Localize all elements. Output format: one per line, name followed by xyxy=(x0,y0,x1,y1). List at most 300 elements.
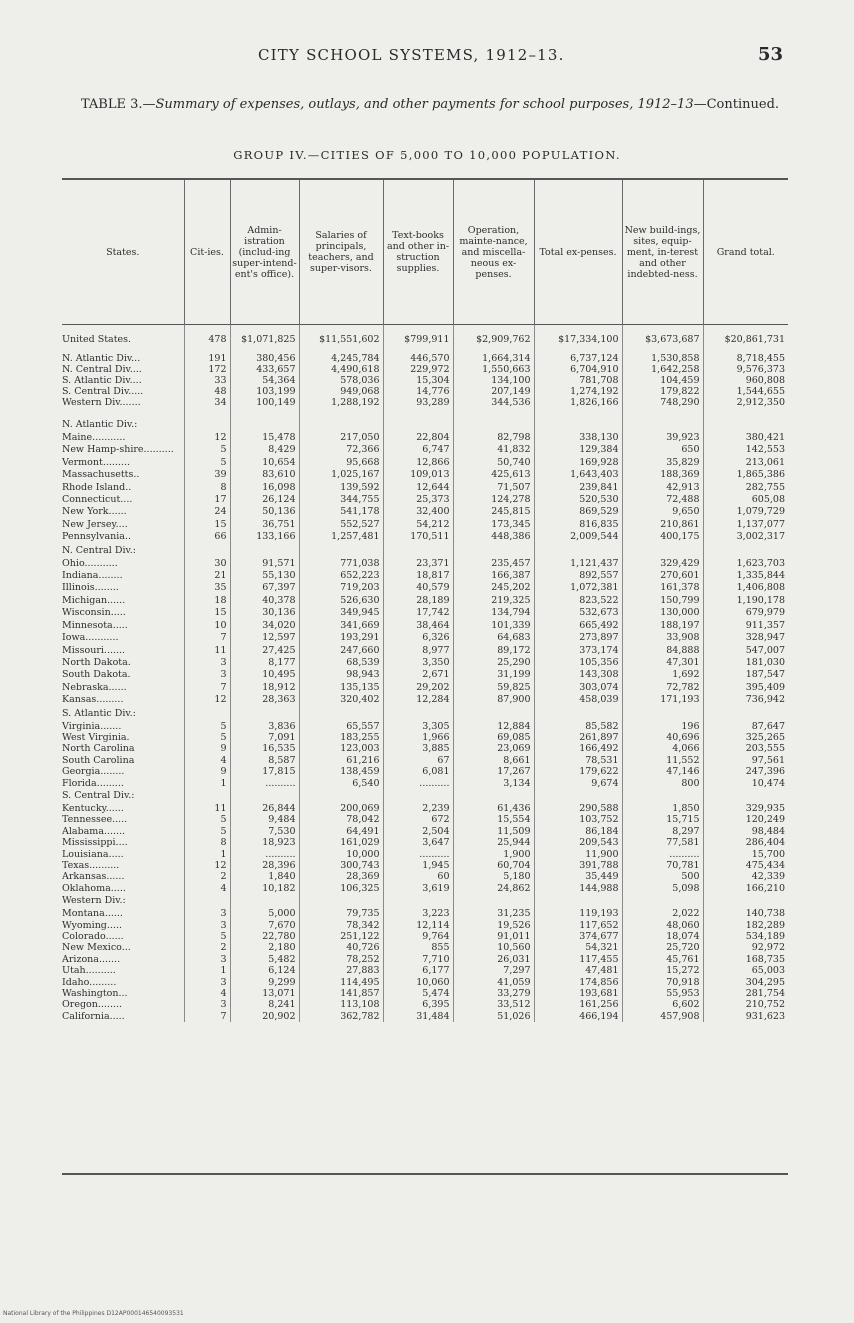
table-cell: 3,647 xyxy=(383,837,453,848)
row-label: Nebraska...... xyxy=(62,681,127,693)
row-label: Maine........... xyxy=(62,432,126,443)
table-cell: 1,257,481 xyxy=(299,531,383,543)
table-cell: 51,026 xyxy=(453,1011,534,1022)
table-cell: 6,081 xyxy=(383,766,453,777)
state-row xyxy=(62,826,788,837)
table-cell: 400,175 xyxy=(622,531,703,543)
section-title: N. Central Div.: xyxy=(62,544,136,556)
table-cell: 45,761 xyxy=(622,954,703,965)
table-cell: 36,751 xyxy=(230,519,299,531)
table-cell: 251,122 xyxy=(299,931,383,942)
table-cell: 171,193 xyxy=(622,694,703,706)
table-cell: 261,897 xyxy=(534,732,622,743)
table-cell xyxy=(62,408,184,418)
table-cell: 17,815 xyxy=(230,766,299,777)
table-cell: 217,050 xyxy=(299,432,383,444)
table-cell: 748,290 xyxy=(622,397,703,408)
table-cell: 380,456 xyxy=(230,353,299,364)
table-cell: 3,836 xyxy=(230,721,299,732)
table-cell: 5,000 xyxy=(230,908,299,919)
table-cell: 329,429 xyxy=(622,558,703,570)
table-cell: .......... xyxy=(383,778,453,789)
table-cell: 8,977 xyxy=(383,645,453,657)
table-cell: 133,166 xyxy=(230,531,299,543)
row-label: Texas.......... xyxy=(62,860,120,871)
table-cell: 182,289 xyxy=(703,920,788,931)
table-cell xyxy=(534,408,622,418)
state-row xyxy=(62,620,788,632)
table-cell: .......... xyxy=(230,849,299,860)
row-label: S. Central Div..... xyxy=(62,386,144,397)
state-row xyxy=(62,988,788,999)
row-label: Alabama....... xyxy=(62,825,126,837)
state-row xyxy=(62,558,788,570)
table-cell: 9 xyxy=(184,766,230,777)
table-cell: 1,945 xyxy=(383,860,453,871)
table-cell: 273,897 xyxy=(534,632,622,644)
table-cell: 161,378 xyxy=(622,582,703,594)
expenses-table xyxy=(62,178,788,1022)
division-row xyxy=(62,353,788,364)
table-cell xyxy=(453,894,534,908)
table-cell: 10,474 xyxy=(703,778,788,789)
table-cell: 8,661 xyxy=(453,755,534,766)
table-cell: 6,540 xyxy=(299,778,383,789)
table-cell: 123,003 xyxy=(299,743,383,754)
table-cell: 85,582 xyxy=(534,721,622,732)
table-cell: 27,883 xyxy=(299,965,383,976)
table-cell: 124,278 xyxy=(453,494,534,506)
table-cell: 207,149 xyxy=(453,386,534,397)
row-label: Wisconsin..... xyxy=(62,607,126,619)
table-cell: 2,504 xyxy=(383,826,453,837)
table-cell: 67 xyxy=(383,755,453,766)
table-cell: 47,146 xyxy=(622,766,703,777)
state-row xyxy=(62,766,788,777)
table-cell: 320,402 xyxy=(299,694,383,706)
row-label: Pennsylvania.. xyxy=(62,531,131,543)
table-cell: 29,202 xyxy=(383,682,453,694)
row-label: Oregon........ xyxy=(62,999,123,1011)
table-cell: 168,735 xyxy=(703,954,788,965)
table-cell: 33,279 xyxy=(453,988,534,999)
table-cell: 12,597 xyxy=(230,632,299,644)
table-cell: 282,755 xyxy=(703,482,788,494)
table-cell: 19,526 xyxy=(453,920,534,931)
state-row xyxy=(62,657,788,669)
row-label: North Dakota. xyxy=(62,656,131,668)
table-cell: 338,130 xyxy=(534,432,622,444)
row-label: Arkansas...... xyxy=(62,871,125,883)
table-cell: 541,178 xyxy=(299,506,383,518)
table-cell: 9,299 xyxy=(230,977,299,988)
table-cell: 4,490,618 xyxy=(299,364,383,375)
caption-label: TABLE 3. xyxy=(80,97,143,112)
row-label: Oklahoma..... xyxy=(62,882,126,894)
table-cell: 4 xyxy=(184,988,230,999)
table-cell: 60,704 xyxy=(453,860,534,871)
table-cell: 1,121,437 xyxy=(534,558,622,570)
table-cell: 17 xyxy=(184,494,230,506)
table-cell: 135,135 xyxy=(299,682,383,694)
table-cell: 15,554 xyxy=(453,814,534,825)
table-cell: 24 xyxy=(184,506,230,518)
table-cell: 3,619 xyxy=(383,883,453,894)
table-cell: 425,613 xyxy=(453,469,534,481)
table-cell: 7 xyxy=(184,1011,230,1022)
table-cell: 98,484 xyxy=(703,826,788,837)
table-cell: 89,172 xyxy=(453,645,534,657)
table-cell: 169,928 xyxy=(534,457,622,469)
section-title: S. Atlantic Div.: xyxy=(62,707,136,719)
table-cell xyxy=(453,408,534,418)
table-cell: 143,308 xyxy=(534,669,622,681)
spacer-row xyxy=(62,408,788,418)
table-cell: 11 xyxy=(184,803,230,814)
table-cell: 3,223 xyxy=(383,908,453,919)
table-cell: 48 xyxy=(184,386,230,397)
table-cell: 114,495 xyxy=(299,977,383,988)
table-cell: 18 xyxy=(184,595,230,607)
table-cell: 5,180 xyxy=(453,871,534,882)
scan-footer: National Library of the Philippines D12AP000146540093531 xyxy=(3,1310,184,1317)
table-cell: $2,909,762 xyxy=(453,325,534,354)
table-cell: 5 xyxy=(184,814,230,825)
table-cell: 87,647 xyxy=(703,721,788,732)
table-cell xyxy=(299,544,383,558)
table-cell: 134,794 xyxy=(453,607,534,619)
section-row xyxy=(62,789,788,803)
table-cell xyxy=(383,418,453,432)
row-label: Connecticut.... xyxy=(62,494,133,506)
table-cell: 458,039 xyxy=(534,694,622,706)
table-cell: 1,826,166 xyxy=(534,397,622,408)
table-cell: 3 xyxy=(184,954,230,965)
table-cell xyxy=(703,894,788,908)
table-cell: 526,630 xyxy=(299,595,383,607)
state-row xyxy=(62,965,788,976)
table-cell: 179,622 xyxy=(534,766,622,777)
table-cell: 50,136 xyxy=(230,506,299,518)
table-cell: $17,334,100 xyxy=(534,325,622,354)
table-cell xyxy=(534,544,622,558)
table-cell: 547,007 xyxy=(703,645,788,657)
col-header-administration: Admin-istration (includ-ing super-intend-ent's office). xyxy=(230,179,299,325)
table-cell: 40,726 xyxy=(299,942,383,953)
table-cell xyxy=(230,544,299,558)
table-cell: 6,747 xyxy=(383,444,453,456)
table-cell: 6,602 xyxy=(622,999,703,1010)
table-cell: 65,557 xyxy=(299,721,383,732)
table-cell: 1,274,192 xyxy=(534,386,622,397)
table-cell: 10 xyxy=(184,620,230,632)
table-cell: 2 xyxy=(184,871,230,882)
table-cell: $20,861,731 xyxy=(703,325,788,354)
table-cell: 170,511 xyxy=(383,531,453,543)
table-cell: 25,373 xyxy=(383,494,453,506)
table-cell: 78,531 xyxy=(534,755,622,766)
row-label: Indiana........ xyxy=(62,570,123,582)
row-label: New Mexico... xyxy=(62,942,131,954)
state-row xyxy=(62,444,788,456)
table-cell xyxy=(622,418,703,432)
table-cell: 193,291 xyxy=(299,632,383,644)
table-cell: 235,457 xyxy=(453,558,534,570)
table-cell: 22,780 xyxy=(230,931,299,942)
table-cell: 247,396 xyxy=(703,766,788,777)
table-cell xyxy=(230,789,299,803)
state-row xyxy=(62,506,788,518)
table-cell: 1,544,655 xyxy=(703,386,788,397)
table-cell xyxy=(230,408,299,418)
table-cell: 2,239 xyxy=(383,803,453,814)
table-cell: 66 xyxy=(184,531,230,543)
table-cell xyxy=(453,544,534,558)
header-row xyxy=(62,179,788,325)
table-cell: 3,134 xyxy=(453,778,534,789)
state-row xyxy=(62,849,788,860)
row-label: West Virginia. xyxy=(62,731,130,743)
table-cell: 15,478 xyxy=(230,432,299,444)
table-cell: 304,295 xyxy=(703,977,788,988)
row-label: Ohio........... xyxy=(62,557,118,569)
table-cell: 10,060 xyxy=(383,977,453,988)
table-cell: 781,708 xyxy=(534,375,622,386)
table-cell xyxy=(534,789,622,803)
table-cell: 15,304 xyxy=(383,375,453,386)
row-label: New Jersey.... xyxy=(62,518,128,530)
state-row xyxy=(62,755,788,766)
table-cell: 552,527 xyxy=(299,519,383,531)
table-cell: 520,530 xyxy=(534,494,622,506)
table-cell: 21 xyxy=(184,570,230,582)
table-cell: 949,068 xyxy=(299,386,383,397)
state-row xyxy=(62,570,788,582)
table-cell: 650 xyxy=(622,444,703,456)
table-cell: 59,825 xyxy=(453,682,534,694)
table-cell: 1,692 xyxy=(622,669,703,681)
table-cell: 8,429 xyxy=(230,444,299,456)
table-cell: 27,425 xyxy=(230,645,299,657)
table-cell: 1,530,858 xyxy=(622,353,703,364)
table-cell: 1,079,729 xyxy=(703,506,788,518)
table-cell: 166,492 xyxy=(534,743,622,754)
table-cell: 1 xyxy=(184,849,230,860)
table-caption xyxy=(70,96,790,113)
table-cell xyxy=(383,707,453,721)
table-cell: 25,944 xyxy=(453,837,534,848)
table-cell: 329,935 xyxy=(703,803,788,814)
row-label: N. Central Div.... xyxy=(62,364,142,375)
table-cell: 800 xyxy=(622,778,703,789)
row-label: Western Div....... xyxy=(62,397,141,408)
col-header-grand-total: Grand total. xyxy=(703,179,788,325)
table-cell: 8,297 xyxy=(622,826,703,837)
state-row xyxy=(62,607,788,619)
state-row xyxy=(62,432,788,444)
state-row xyxy=(62,883,788,894)
table-cell: 15 xyxy=(184,519,230,531)
row-label: Kentucky...... xyxy=(62,802,124,814)
division-row xyxy=(62,386,788,397)
table-cell: 5 xyxy=(184,826,230,837)
col-header-states: States. xyxy=(106,246,140,258)
table-cell: 33 xyxy=(184,375,230,386)
state-row xyxy=(62,669,788,681)
table-cell: 1,190,178 xyxy=(703,595,788,607)
table-cell: 6,737,124 xyxy=(534,353,622,364)
table-cell: 42,913 xyxy=(622,482,703,494)
table-cell: 736,942 xyxy=(703,694,788,706)
table-cell: 188,197 xyxy=(622,620,703,632)
state-row xyxy=(62,999,788,1010)
table-cell: 82,798 xyxy=(453,432,534,444)
table-cell: 270,601 xyxy=(622,570,703,582)
row-label: New Hamp-shire.......... xyxy=(62,444,174,456)
table-cell: 281,754 xyxy=(703,988,788,999)
caption-text: —Summary of expenses, outlays, and other payments for school purposes, 1912–13— xyxy=(142,97,707,112)
table-cell: 869,529 xyxy=(534,506,622,518)
table-cell xyxy=(703,408,788,418)
table-cell: 4 xyxy=(184,755,230,766)
table-cell: 24,862 xyxy=(453,883,534,894)
table-cell xyxy=(453,418,534,432)
table-cell xyxy=(299,789,383,803)
table-cell: 34 xyxy=(184,397,230,408)
table-cell: 48,060 xyxy=(622,920,703,931)
table-cell: 50,740 xyxy=(453,457,534,469)
row-label: N. Atlantic Div... xyxy=(62,353,141,364)
table-cell: 20,902 xyxy=(230,1011,299,1022)
state-row xyxy=(62,778,788,789)
table-cell: 245,202 xyxy=(453,582,534,594)
table-cell: 9,650 xyxy=(622,506,703,518)
table-cell: 3,002,317 xyxy=(703,531,788,543)
table-cell: 247,660 xyxy=(299,645,383,657)
state-row xyxy=(62,595,788,607)
division-row xyxy=(62,397,788,408)
table-cell: 344,536 xyxy=(453,397,534,408)
table-cell xyxy=(184,544,230,558)
table-cell: 65,003 xyxy=(703,965,788,976)
table-cell: 23,069 xyxy=(453,743,534,754)
table-cell: 35,829 xyxy=(622,457,703,469)
table-cell: 1,850 xyxy=(622,803,703,814)
table-cell: 161,256 xyxy=(534,999,622,1010)
table-cell: 69,085 xyxy=(453,732,534,743)
table-cell: 5 xyxy=(184,444,230,456)
table-cell: 433,657 xyxy=(230,364,299,375)
table-cell: 18,074 xyxy=(622,931,703,942)
table-cell xyxy=(453,707,534,721)
table-cell: 22,804 xyxy=(383,432,453,444)
table-cell: 892,557 xyxy=(534,570,622,582)
table-cell: 172 xyxy=(184,364,230,375)
table-cell: 79,735 xyxy=(299,908,383,919)
table-cell: 672 xyxy=(383,814,453,825)
table-cell: 91,571 xyxy=(230,558,299,570)
table-cell: 113,108 xyxy=(299,999,383,1010)
table-cell: 3 xyxy=(184,999,230,1010)
table-cell: 300,743 xyxy=(299,860,383,871)
table-cell: 1,335,844 xyxy=(703,570,788,582)
table-cell xyxy=(703,544,788,558)
table-cell: 15,715 xyxy=(622,814,703,825)
table-cell: 142,553 xyxy=(703,444,788,456)
table-cell: 87,900 xyxy=(453,694,534,706)
table-cell: 457,908 xyxy=(622,1011,703,1022)
table-cell: 12,866 xyxy=(383,457,453,469)
table-cell: .......... xyxy=(383,849,453,860)
table-cell: 17,742 xyxy=(383,607,453,619)
table-cell: 855 xyxy=(383,942,453,953)
table-cell: 10,560 xyxy=(453,942,534,953)
table-cell: 374,677 xyxy=(534,931,622,942)
table-cell: 70,781 xyxy=(622,860,703,871)
table-cell: 139,592 xyxy=(299,482,383,494)
table-cell: 3,885 xyxy=(383,743,453,754)
table-cell: 823,522 xyxy=(534,595,622,607)
table-cell: 960,808 xyxy=(703,375,788,386)
table-cell: 40,696 xyxy=(622,732,703,743)
table-cell: 25,720 xyxy=(622,942,703,953)
table-cell: 395,409 xyxy=(703,682,788,694)
table-cell: 161,029 xyxy=(299,837,383,848)
table-cell: 10,000 xyxy=(299,849,383,860)
table-cell: 64,491 xyxy=(299,826,383,837)
section-title: S. Central Div.: xyxy=(62,789,135,801)
row-label: Arizona....... xyxy=(62,953,121,965)
state-row xyxy=(62,977,788,988)
state-row xyxy=(62,1011,788,1022)
table-cell: 117,455 xyxy=(534,954,622,965)
state-row xyxy=(62,632,788,644)
table-cell: 129,384 xyxy=(534,444,622,456)
table-cell: 1,137,077 xyxy=(703,519,788,531)
table-cell: 54,321 xyxy=(534,942,622,953)
table-cell: 475,434 xyxy=(703,860,788,871)
state-row xyxy=(62,931,788,942)
table-cell: 911,357 xyxy=(703,620,788,632)
table-cell: 109,013 xyxy=(383,469,453,481)
table-cell: 229,972 xyxy=(383,364,453,375)
table-cell: 4,245,784 xyxy=(299,353,383,364)
table-cell xyxy=(534,707,622,721)
table-cell: 196 xyxy=(622,721,703,732)
table-cell: 931,623 xyxy=(703,1011,788,1022)
table-cell xyxy=(230,707,299,721)
table-cell: 1,288,192 xyxy=(299,397,383,408)
table-cell: 91,011 xyxy=(453,931,534,942)
table-cell: 40,378 xyxy=(230,595,299,607)
table-cell xyxy=(184,408,230,418)
table-cell: 200,069 xyxy=(299,803,383,814)
col-header-salaries: Salaries of principals, teachers, and super-visors. xyxy=(299,179,383,325)
table-cell: 26,124 xyxy=(230,494,299,506)
state-row xyxy=(62,494,788,506)
table-cell: 97,561 xyxy=(703,755,788,766)
table-cell: 12,114 xyxy=(383,920,453,931)
table-cell: 5,482 xyxy=(230,954,299,965)
table-cell: 578,036 xyxy=(299,375,383,386)
table-cell: 325,265 xyxy=(703,732,788,743)
table-cell: 5 xyxy=(184,457,230,469)
division-row xyxy=(62,375,788,386)
row-label: New York...... xyxy=(62,506,127,518)
table-cell: 12 xyxy=(184,432,230,444)
table-cell: 11,900 xyxy=(534,849,622,860)
table-cell: 6,177 xyxy=(383,965,453,976)
